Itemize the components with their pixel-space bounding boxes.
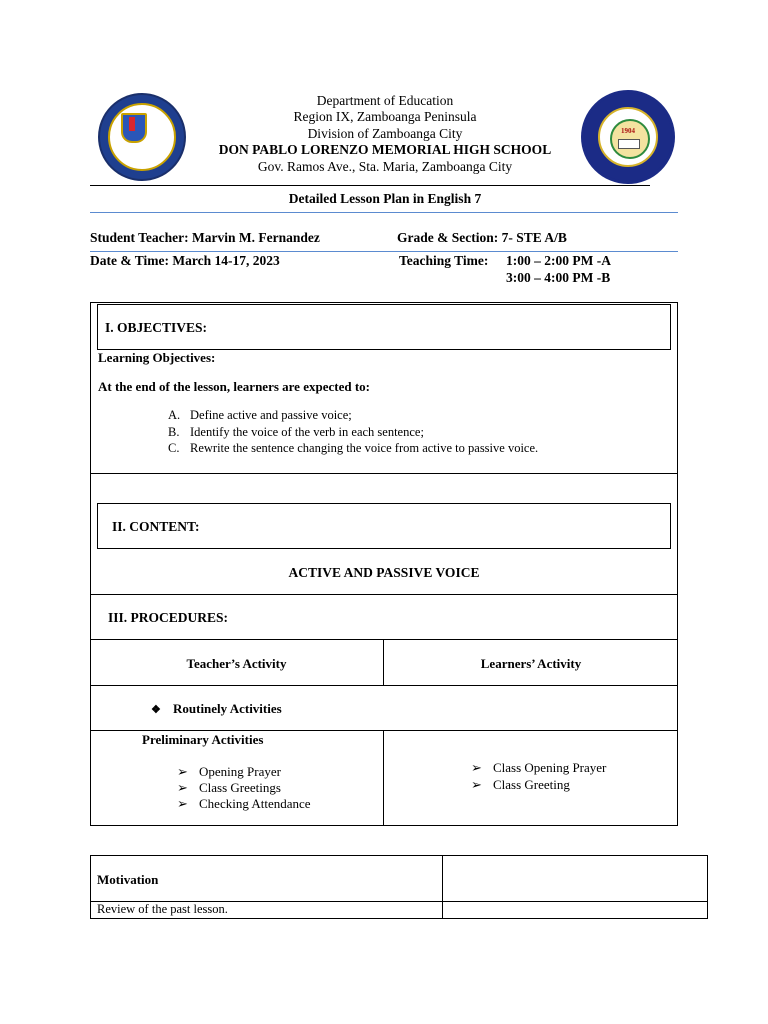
objective-item: A. Define active and passive voice; — [168, 408, 352, 422]
header-address: Gov. Ramos Ave., Sta. Maria, Zamboanga City — [257, 159, 513, 174]
teacher-activity-header: Teacher’s Activity — [186, 656, 287, 671]
arrow-bullet-icon: ➢ — [471, 760, 482, 775]
teaching-time-b: 3:00 – 4:00 PM -B — [506, 270, 611, 285]
preliminary-activities: Preliminary Activities — [142, 732, 264, 747]
school-seal-logo: 1904 — [584, 93, 672, 181]
learner-activity-item: ➢ Class Opening Prayer — [471, 760, 607, 775]
arrow-bullet-icon: ➢ — [177, 796, 188, 811]
arrow-bullet-icon: ➢ — [177, 780, 188, 795]
column-divider — [442, 855, 443, 919]
document-title: Detailed Lesson Plan in English 7 — [288, 191, 482, 206]
teacher-activity-item: ➢ Checking Attendance — [177, 796, 311, 811]
learners-activity-header: Learners’ Activity — [480, 656, 582, 671]
row-divider — [90, 473, 678, 474]
learning-objectives-label: Learning Objectives: — [98, 350, 216, 365]
objectives-intro: At the end of the lesson, learners are expected to: — [98, 379, 370, 394]
objective-item: B. Identify the voice of the verb in each sentence; — [168, 425, 424, 439]
content-heading: II. CONTENT: — [112, 519, 200, 534]
objective-item: C. Rewrite the sentence changing the voice from active to passive voice. — [168, 441, 539, 455]
teaching-time-label: Teaching Time: — [399, 253, 489, 268]
routine-activities: ❖ Routinely Activities — [151, 701, 282, 716]
arrow-bullet-icon: ➢ — [177, 764, 188, 779]
header-department: Department of Education — [316, 93, 454, 108]
grade-section: Grade & Section: 7- STE A/B — [397, 230, 567, 245]
header-region: Region IX, Zamboanga Peninsula — [293, 109, 477, 124]
objectives-heading: I. OBJECTIVES: — [105, 320, 208, 335]
teacher-activity-item: ➢ Opening Prayer — [177, 764, 281, 779]
content-topic: ACTIVE AND PASSIVE VOICE — [288, 565, 480, 580]
procedures-heading: III. PROCEDURES: — [108, 610, 229, 625]
row-divider — [90, 685, 678, 686]
arrow-bullet-icon: ➢ — [471, 777, 482, 792]
teacher-activity-item: ➢ Class Greetings — [177, 780, 281, 795]
column-divider — [383, 730, 384, 826]
learner-activity-item: ➢ Class Greeting — [471, 777, 570, 792]
motivation-review: Review of the past lesson. — [97, 902, 228, 916]
teaching-time-a: 1:00 – 2:00 PM -A — [506, 253, 611, 268]
header-divider — [90, 185, 650, 186]
row-divider — [90, 594, 678, 595]
header-division: Division of Zamboanga City — [307, 126, 463, 141]
diamond-bullet-icon: ❖ — [151, 704, 161, 716]
info-underline — [90, 251, 678, 252]
motivation-label: Motivation — [97, 872, 159, 887]
student-teacher: Student Teacher: Marvin M. Fernandez — [90, 230, 320, 245]
date-time: Date & Time: March 14-17, 2023 — [90, 253, 280, 268]
header-school-name: DON PABLO LORENZO MEMORIAL HIGH SCHOOL — [218, 142, 552, 157]
title-underline — [90, 212, 678, 213]
row-divider — [90, 730, 678, 731]
row-divider — [90, 639, 678, 640]
